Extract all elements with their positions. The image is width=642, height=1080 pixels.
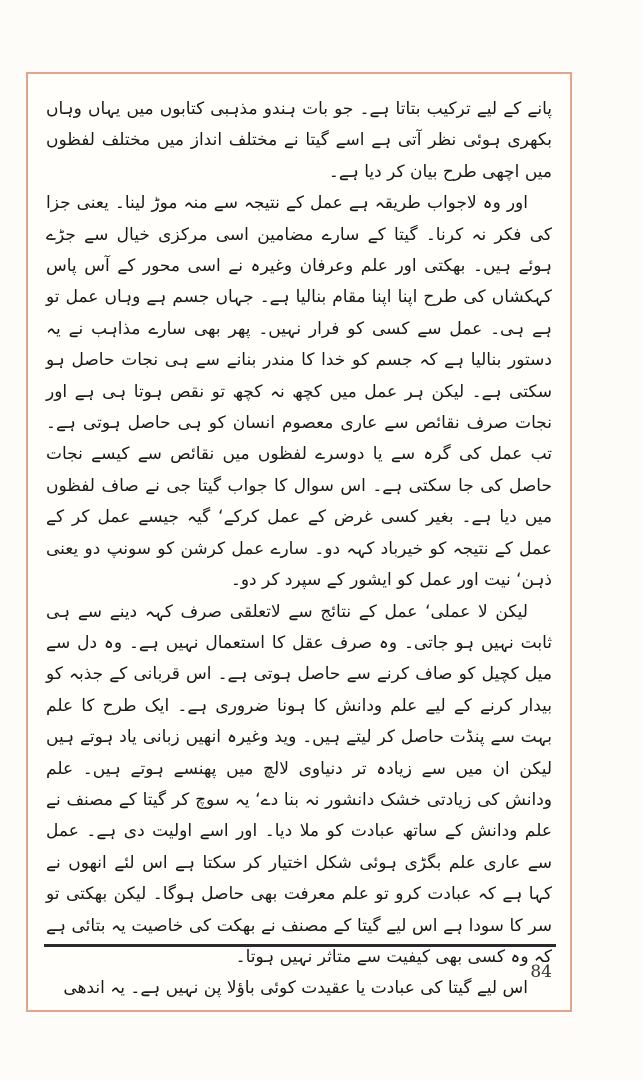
- paragraph: اس لیے گیتا کی عبادت یا عقیدت کوئی باؤلا پن نہیں ہے۔ یہ اندھی: [63, 978, 528, 999]
- page-frame: [26, 72, 572, 1012]
- footer-rule: [44, 944, 556, 947]
- paragraph: اور وہ لاجواب طریقہ ہے عمل کے نتیجہ سے منہ موڑ لینا۔ یعنی جزا کی فکر نہ کرنا۔ گیتا کے سارے مضامین اسی مرکزی خیال سے جڑے ہوئے ہیں۔ بھکتی اور علم وعرفان وغیرہ نے اسی محور کے آس پاس کہکشاں کی طرح اپنا اپنا مقام بنالیا ہے۔ جہاں جسم ہے وہاں عمل تو ہے ہی۔ عمل سے کسی کو فرار نہیں۔ پھر بھی سارے مذاہب نے یہ دستور بنالیا ہے کہ جسم کو خدا کا مندر بنانے سے ہی نجات حاصل ہو سکتی ہے۔ لیکن ہر عمل میں کچھ نہ کچھ تو نقص ہوتا ہی ہے اور نجات صرف نقائص سے عاری معصوم انسان کو ہی حاصل ہوتی ہے۔ تب عمل کی گرہ سے یا دوسرے لفظوں میں نقائص سے کیسے نجات حاصل کی جا سکتی ہے۔ اس سوال کا جواب گیتا جی نے صاف لفظوں میں دیا ہے۔ بغیر کسی غرض کے عمل کرکے‘ گیہ جیسے عمل کر کے عمل کے نتیجہ کو خیرباد کہہ دو۔ سارے عمل کرشن کو سونپ دو یعنی ذہن‘ نیت اور عمل کو ایشور کے سپرد کر دو۔: [46, 193, 552, 591]
- page-number: 84: [530, 962, 552, 982]
- body-text: [46, 94, 552, 1005]
- paragraph: پانے کے لیے ترکیب بتاتا ہے۔ جو بات ہندو مذہبی کتابوں میں یہاں وہاں بکھری ہوئی نظر آتی ہے اسے گیتا نے مختلف انداز میں مختلف لفظوں میں اچھی طرح بیان کر دیا ہے۔: [46, 99, 552, 182]
- paragraph: لیکن لا عملی‘ عمل کے نتائج سے لاتعلقی صرف کہہ دینے سے ہی ثابت نہیں ہو جاتی۔ وہ صرف عقل کا استعمال نہیں ہے۔ وہ دل سے میل کچیل کو صاف کرنے سے حاصل ہوتی ہے۔ اس قربانی کے جذبہ کو بیدار کرنے کے لیے علم ودانش کا ہونا ضروری ہے۔ ایک طرح کا علم بہت سے پنڈت حاصل کر لیتے ہیں۔ وید وغیرہ انھیں زبانی یاد ہوتے ہیں لیکن ان میں سے زیادہ تر دنیاوی لالچ میں پھنسے ہوتے ہیں۔ علم ودانش کی زیادتی خشک دانشور نہ بنا دے‘ یہ سوچ کر گیتا کے مصنف نے علم ودانش کے ساتھ عبادت کو ملا دیا۔ اور اسے اولیت دی ہے۔ عمل سے عاری علم بگڑی ہوئی شکل اختیار کر سکتا ہے اس لئے انھوں نے کہا ہے کہ عبادت کرو تو علم معرفت بھی حاصل ہوگا۔ لیکن بھکتی تو سر کا سودا ہے اس لیے گیتا کے مصنف نے بھکت کی خاصیت یہ بتائی ہے کہ وہ کسی بھی کیفیت سے متاثر نہیں ہوتا۔: [46, 601, 552, 967]
